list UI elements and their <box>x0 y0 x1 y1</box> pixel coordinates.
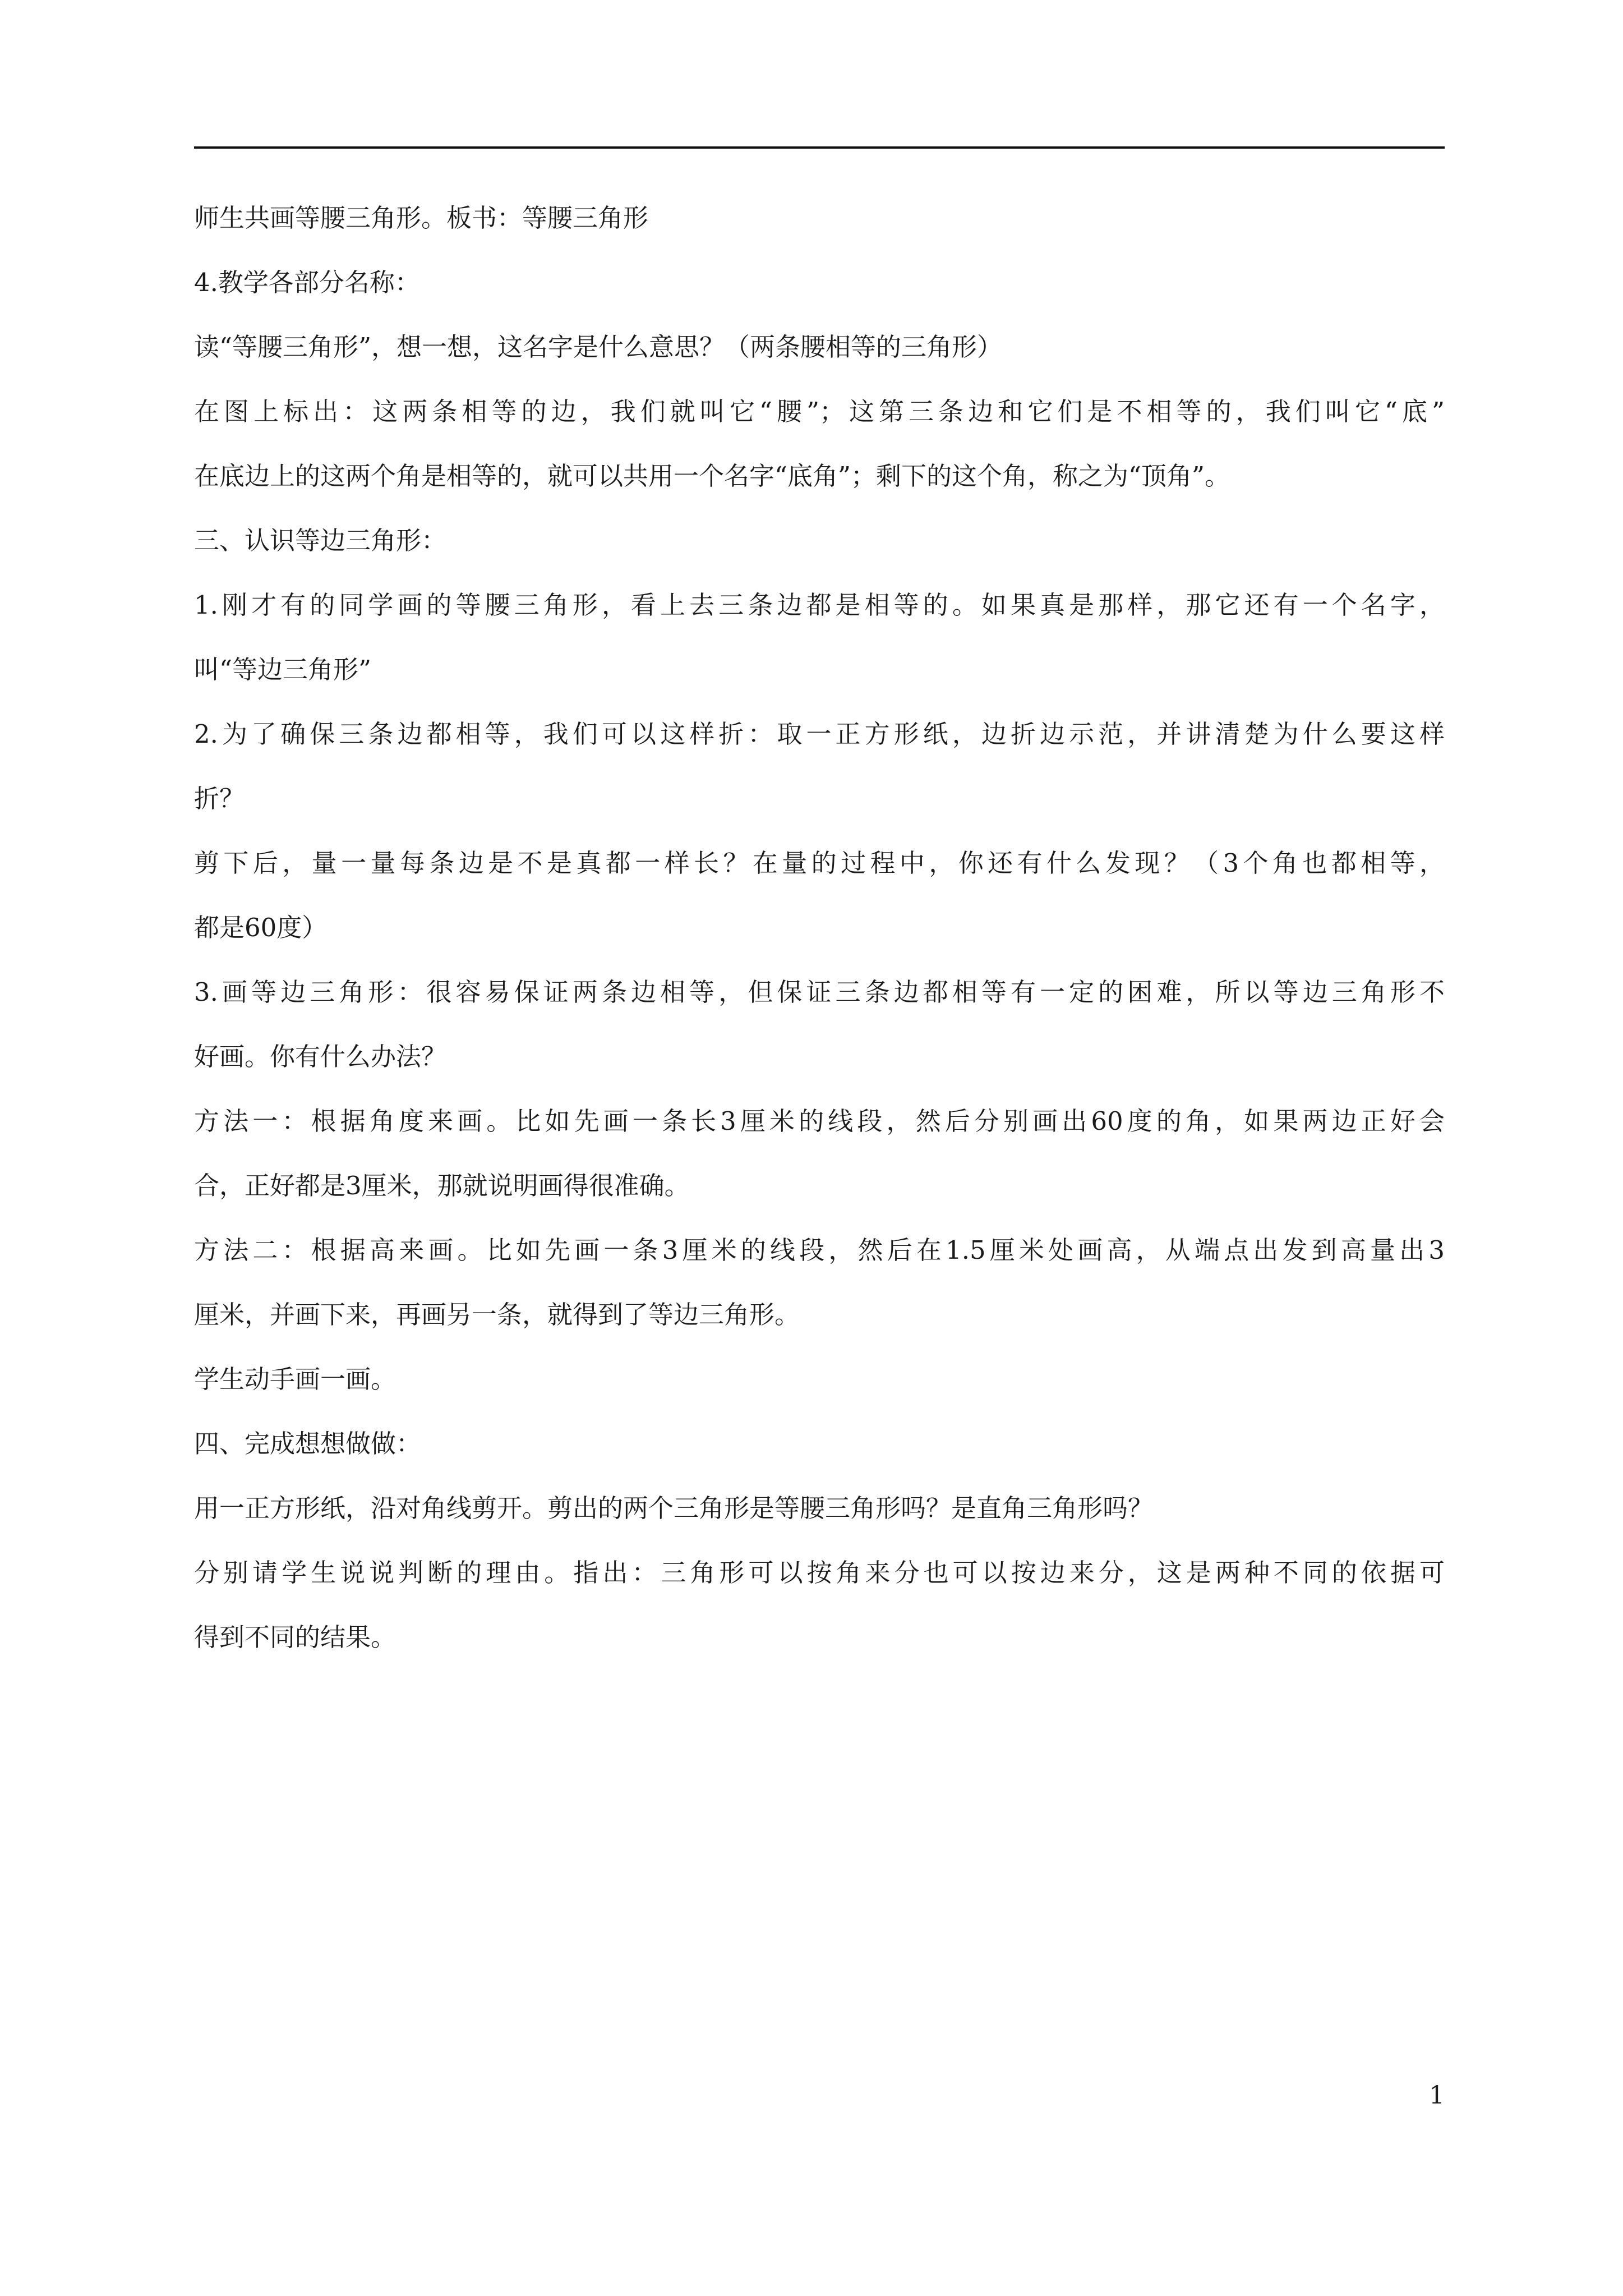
text-line: 用一正方形纸，沿对角线剪开。剪出的两个三角形是等腰三角形吗？是直角三角形吗？ <box>194 1493 1154 1523</box>
text-line: 得到不同的结果。 <box>194 1622 396 1652</box>
text-line: 读“等腰三角形”，想一想，这名字是什么意思？（两条腰相等的三角形） <box>194 332 1003 362</box>
section-heading: 三、认识等边三角形： <box>194 526 447 555</box>
page-number: 1 <box>1429 2081 1445 2110</box>
text-line: 厘米，并画下来，再画另一条，就得到了等边三角形。 <box>194 1300 800 1329</box>
text-line: 合，正好都是3厘米，那就说明画得很准确。 <box>194 1171 690 1200</box>
text-line: 1.刚才有的同学画的等腰三角形，看上去三条边都是相等的。如果真是那样，那它还有一个名字， <box>194 590 1445 620</box>
document-body <box>194 202 1445 1686</box>
text-line: 折？ <box>194 784 245 813</box>
section-heading: 四、完成想想做做： <box>194 1429 422 1458</box>
text-line: 4.教学各部分名称： <box>194 268 420 297</box>
text-line: 剪下后，量一量每条边是不是真都一样长？在量的过程中，你还有什么发现？（3个角也都相等， <box>194 848 1445 878</box>
text-line: 都是60度） <box>194 913 328 942</box>
text-line: 好画。你有什么办法？ <box>194 1042 447 1071</box>
text-line: 学生动手画一画。 <box>194 1364 396 1394</box>
text-line: 师生共画等腰三角形。板书：等腰三角形 <box>194 203 649 233</box>
text-line: 方法二：根据高来画。比如先画一条3厘米的线段，然后在1.5厘米处画高，从端点出发到高量出3 <box>194 1235 1445 1265</box>
header-rule <box>194 146 1445 149</box>
text-line: 分别请学生说说判断的理由。指出：三角形可以按角来分也可以按边来分，这是两种不同的依据可 <box>194 1558 1445 1588</box>
text-line: 在图上标出：这两条相等的边，我们就叫它“腰”；这第三条边和它们是不相等的，我们叫它“底” <box>194 397 1445 426</box>
text-line: 在底边上的这两个角是相等的，就可以共用一个名字“底角”；剩下的这个角，称之为“顶角”。 <box>194 461 1230 491</box>
text-line: 方法一：根据角度来画。比如先画一条长3厘米的线段，然后分别画出60度的角，如果两边正好会 <box>194 1106 1445 1136</box>
text-line: 2.为了确保三条边都相等，我们可以这样折：取一正方形纸，边折边示范，并讲清楚为什么要这样 <box>194 719 1445 749</box>
text-line: 3.画等边三角形：很容易保证两条边相等，但保证三条边都相等有一定的困难，所以等边三角形不 <box>194 977 1445 1007</box>
text-line: 叫“等边三角形” <box>194 655 372 684</box>
